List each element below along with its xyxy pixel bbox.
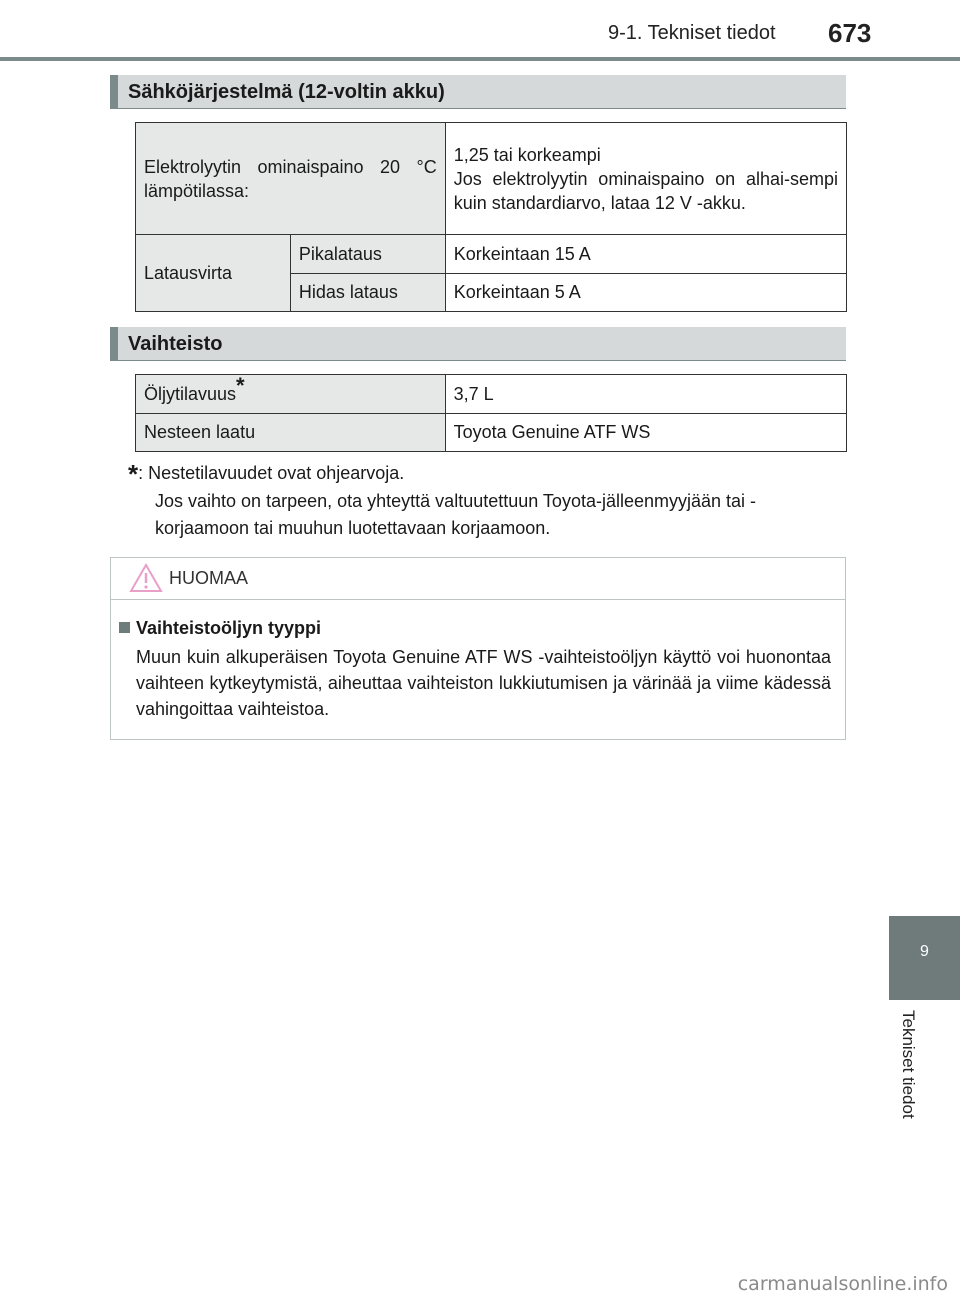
watermark: carmanualsonline.info	[737, 1273, 948, 1295]
side-tab-chapter-number: 9	[889, 916, 960, 1000]
table-row	[136, 235, 847, 274]
specific-gravity-value-note: Jos elektrolyytin ominaispaino on alhai-sempi kuin standardiarvo, lataa 12 V -akku.	[453, 168, 838, 213]
footnote	[128, 460, 848, 542]
warning-triangle-icon	[129, 563, 163, 593]
notice-header	[111, 558, 845, 600]
notice-label: HUOMAA	[169, 568, 249, 588]
charging-current-label: Latausvirta	[136, 235, 291, 312]
specific-gravity-label: Elektrolyytin ominaispaino 20 °C lämpötilassa:	[136, 123, 446, 235]
fluid-type-label: Nesteen laatu	[136, 414, 446, 452]
footnote-line1: : Nestetilavuudet ovat ohjearvoja.	[138, 463, 405, 483]
table-row	[136, 123, 847, 235]
charging-value-slow: Korkeintaan 5 A	[445, 274, 846, 312]
electrical-spec-table	[135, 122, 847, 312]
section-title-electrical: Sähköjärjestelmä (12-voltin akku)	[110, 75, 846, 109]
footnote-line2: Jos vaihto on tarpeen, ota yhteyttä valtuutettuun Toyota-jälleenmyyjään tai -korjaamoon tai muuhun luotettavaan korjaamoon.	[155, 491, 757, 538]
notice-text: Muun kuin alkuperäisen Toyota Genuine ATF WS -vaihteistoöljyn käyttö voi huonontaa vaihteen kytkeytymistä, aiheuttaa vaihteiston lukkiutumisen ja värinää ja viime kädessä vahingoittaa vaihteistoa.	[136, 647, 831, 719]
charging-mode-slow: Hidas lataus	[290, 274, 445, 312]
notice-subtitle-text: Vaihteistoöljyn tyyppi	[136, 618, 322, 638]
section-title-transmission: Vaihteisto	[110, 327, 846, 361]
side-tab-label: Tekniset tiedot	[899, 1010, 918, 1119]
oil-capacity-label-text: Öljytilavuus	[144, 383, 237, 404]
notice-box	[110, 557, 846, 740]
notice-subtitle	[119, 618, 321, 639]
header-rule	[0, 57, 960, 61]
oil-capacity-value: 3,7 L	[445, 375, 846, 414]
header-section-title: 9-1. Tekniset tiedot	[608, 22, 776, 44]
charging-value-fast: Korkeintaan 15 A	[445, 235, 846, 274]
footnote-star: *	[128, 459, 139, 489]
page-number: 673	[828, 18, 872, 48]
square-bullet-icon	[119, 622, 130, 633]
table-row	[136, 375, 847, 414]
fluid-type-value: Toyota Genuine ATF WS	[445, 414, 846, 452]
charging-mode-fast: Pikalataus	[290, 235, 445, 274]
transmission-spec-table	[135, 374, 847, 452]
specific-gravity-value-line1: 1,25 tai korkeampi	[453, 144, 601, 165]
specific-gravity-value	[445, 123, 846, 235]
footnote-marker: *	[236, 372, 245, 398]
oil-capacity-label	[136, 372, 446, 414]
table-row	[136, 414, 847, 452]
